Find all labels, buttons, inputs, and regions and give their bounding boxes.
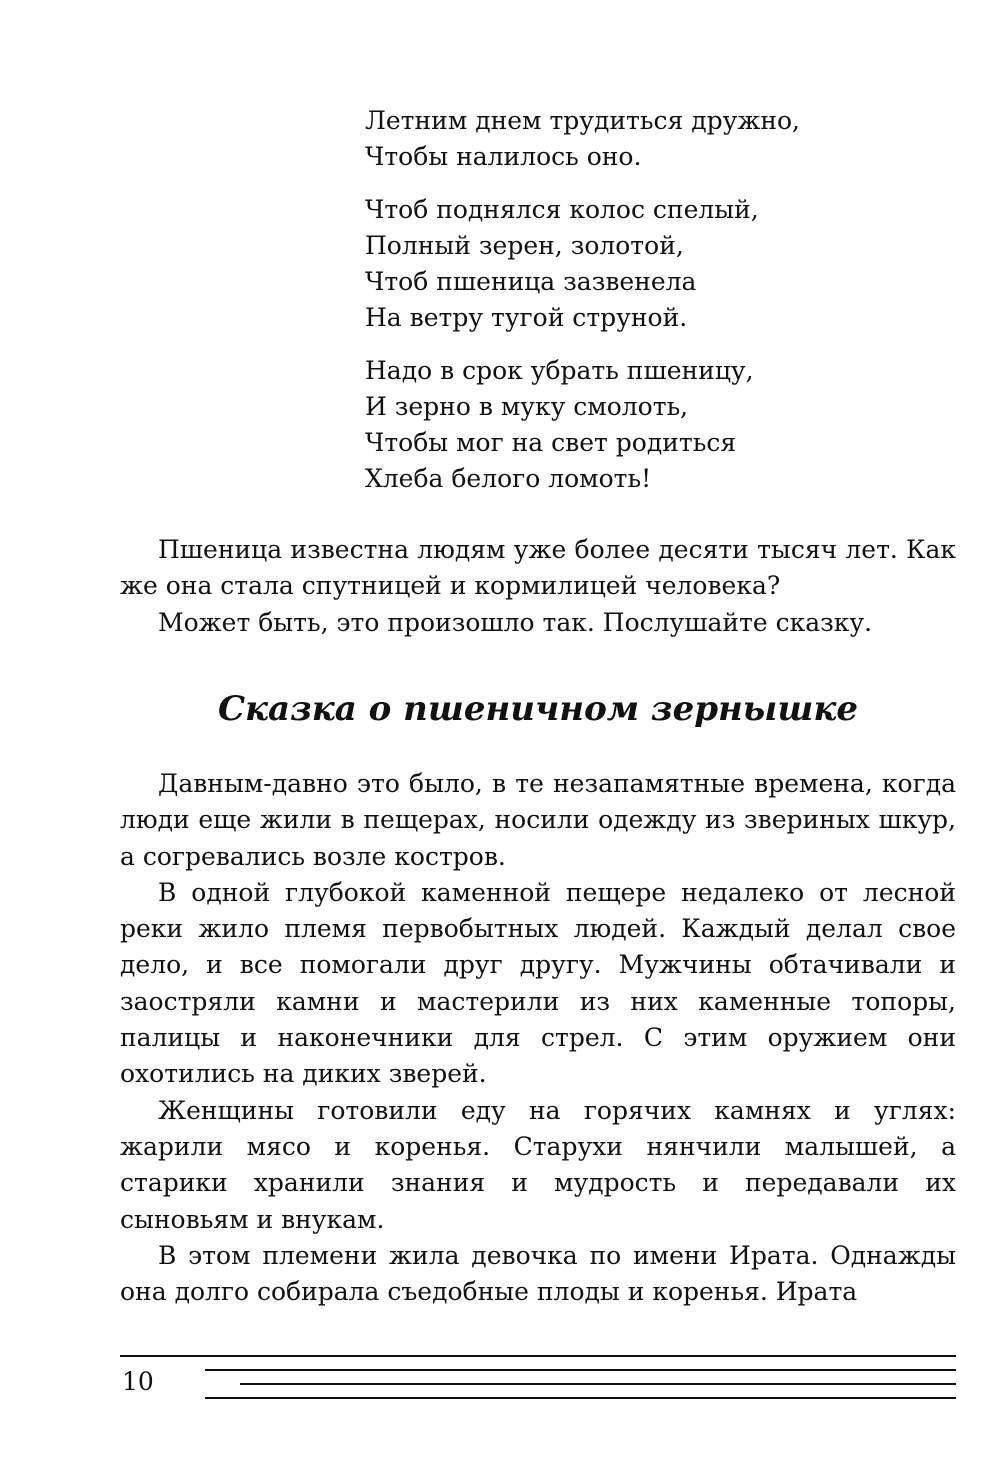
poem-line: И зерно в муку смолоть, bbox=[365, 392, 689, 421]
page-footer bbox=[0, 1350, 1000, 1410]
poem-line: Летним днем трудиться дружно, bbox=[365, 106, 800, 135]
story-paragraph: В этом племени жила девочка по имени Ирата. Однажды она долго собирала съедобные плоды и коренья. Ирата bbox=[120, 1240, 956, 1307]
poem-line: Чтобы налилось оно. bbox=[365, 142, 642, 171]
footer-rule bbox=[120, 1355, 956, 1357]
story-paragraph: Давным-давно это было, в те незапамятные времена, когда люди еще жили в пещерах, носили одежду из звериных шкур, а согревались возле костров. bbox=[120, 769, 956, 871]
story-text bbox=[120, 766, 956, 1310]
footer-rule bbox=[205, 1397, 956, 1399]
poem-line: Полный зерен, золотой, bbox=[365, 231, 684, 260]
story-title: Сказка о пшеничном зернышке bbox=[217, 689, 859, 729]
footer-rule bbox=[205, 1369, 956, 1371]
poem-line: Чтоб пшеница зазвенела bbox=[365, 267, 697, 296]
page-number: 10 bbox=[122, 1367, 154, 1396]
poem bbox=[365, 103, 925, 514]
footer-rule bbox=[240, 1383, 956, 1385]
intro-paragraph: Пшеница известна людям уже более десяти тысяч лет. Как же она стала спутницей и кормилицей человека? bbox=[120, 535, 956, 601]
intro-paragraph: Может быть, это произошло так. Послушайте сказку. bbox=[158, 607, 873, 637]
story-paragraph: В одной глубокой каменной пещере недалеко от лесной реки жило племя первобытных людей. Каждый делал свое дело, и все помогали друг другу. Мужчины обтачивали и заостряли камни и мастерили из них каменные топоры, палицы и наконечники для стрел. С этим оружием они охотились на диких зверей. bbox=[120, 877, 956, 1089]
poem-line: Надо в срок убрать пшеницу, bbox=[365, 356, 754, 385]
poem-stanza bbox=[365, 103, 925, 175]
poem-line: Хлеба белого ломоть! bbox=[365, 464, 652, 493]
story-paragraph: Женщины готовили еду на горячих камнях и углях: жарили мясо и коренья. Старухи нянчили малышей, а старики хранили знания и мудрость и передавали их сыновьям и внукам. bbox=[120, 1095, 956, 1234]
intro-text bbox=[120, 532, 956, 641]
poem-line: На ветру тугой струной. bbox=[365, 303, 688, 332]
poem-stanza bbox=[365, 353, 925, 497]
poem-line: Чтобы мог на свет родиться bbox=[365, 428, 737, 457]
poem-stanza bbox=[365, 192, 925, 336]
poem-line: Чтоб поднялся колос спелый, bbox=[365, 195, 759, 224]
